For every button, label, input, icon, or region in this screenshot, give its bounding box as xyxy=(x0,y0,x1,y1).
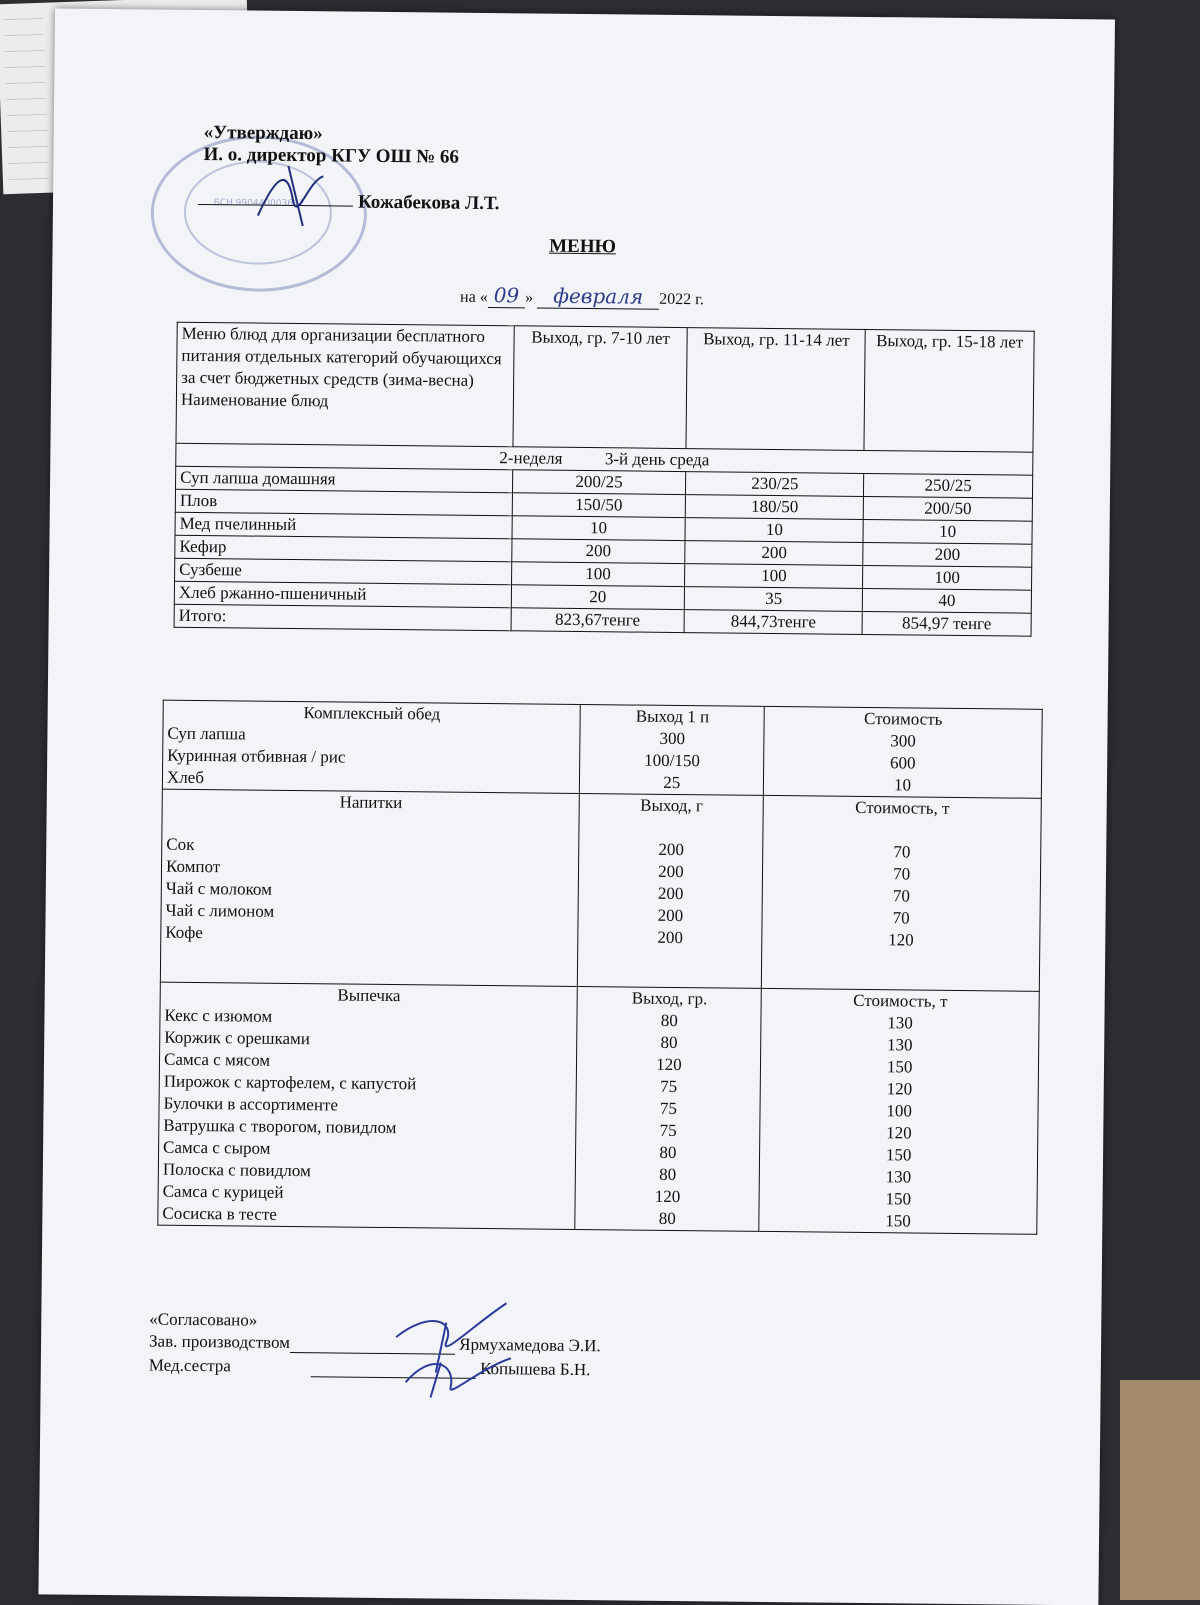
nurse-name: Копышева Б.Н. xyxy=(480,1358,591,1380)
buffet-table xyxy=(157,700,1042,1235)
drinks-title: Напитки xyxy=(339,792,403,813)
director-title: И. о. директор КГУ ОШ № 66 xyxy=(203,144,460,168)
bakery-section: Выпечка Кекс с изюмом Коржик с орешками Самса с мясом Пирожок с картофелем, с капустой Булочки в ассортименте Ватрушка с творогом, повидлом Самса с сыром Полоска с повидлом Самса с курицей Сосиска в тесте Выход, гр. 80 80 120 75 75 75 80 80 120 80 Стоимость, т 130 130 150 120 100 120 150 130 150 150 xyxy=(158,982,1039,1234)
table-header: Меню блюд для организации бесплатного питания отдельных категорий обучающихся за счет бюджетных средств (зима-весна) Наименование блюд xyxy=(176,322,514,447)
list-item: Компот xyxy=(165,856,221,877)
day-label: 2-неделя 3-й день среда xyxy=(176,443,1033,475)
list-item: Сок xyxy=(166,834,195,854)
list-item: Чай с молоком xyxy=(165,878,273,899)
table-row: Суп лапша домашняя 200/25 230/25 250/25 xyxy=(176,466,1033,498)
date-month: февраля xyxy=(537,284,659,310)
table-header: Выход, гр. 7-10 лет xyxy=(513,326,688,449)
list-item: Хлеб xyxy=(166,767,205,788)
table-row: Сузбеше 100 100 100 xyxy=(175,558,1032,590)
production-manager-name: Ярмухамедова Э.И. xyxy=(459,1334,601,1356)
footer-signatures xyxy=(385,1292,526,1403)
list-item: Булочки в ассортименте xyxy=(163,1093,339,1115)
director-signature xyxy=(248,160,339,231)
list-item: Самса с сыром xyxy=(163,1137,271,1158)
director-name: Кожабекова Л.Т. xyxy=(357,191,500,215)
menu-date: на « 09 » февраля 2022 г. xyxy=(459,283,705,309)
approve-label: «Утверждаю» xyxy=(203,122,323,145)
table-header: Выход, гр. 15-18 лет xyxy=(864,329,1034,452)
agreed-label: «Согласовано» xyxy=(149,1309,258,1330)
list-item: Коржик с орешками xyxy=(164,1027,311,1049)
list-item: Куринная отбивная / рис xyxy=(167,745,346,767)
drinks-section: Напитки Сок Компот Чай с молоком Чай с лимоном Кофе Выход, г 200 200 200 200 200 Стоимость, т 70 70 70 70 120 xyxy=(160,789,1041,991)
page-title: МЕНЮ xyxy=(549,235,617,258)
total-row: Итого: 823,67тенге 844,73тенге 854,97 тенге xyxy=(174,604,1031,636)
lunch-title: Комплексный обед xyxy=(303,703,441,724)
signoff-production: Зав. производством Ярмухамедова Э.И. xyxy=(148,1331,601,1356)
table-row: Хлеб ржанно-пшеничный 20 35 40 xyxy=(174,581,1031,613)
list-item: Самса с курицей xyxy=(162,1181,284,1202)
table-row: Мед пчелинный 10 10 10 xyxy=(175,512,1032,544)
table-row: Кефир 200 200 200 xyxy=(175,535,1032,567)
list-item: Сосиска в тесте xyxy=(162,1203,277,1224)
list-item: Суп лапша xyxy=(167,723,246,744)
official-seal: БСН 990440003682 xyxy=(150,134,368,292)
background-object xyxy=(1120,1380,1200,1600)
signoff-nurse: Мед.сестра Копышева Б.Н. xyxy=(148,1355,591,1380)
table-header: Выход, гр. 11-14 лет xyxy=(686,328,865,451)
lunch-section: Комплексный обед Суп лапша Куринная отбивная / рис Хлеб Выход 1 п 300 100/150 25 Стоимость 300 600 10 xyxy=(162,700,1042,798)
bakery-title: Выпечка xyxy=(337,985,401,1006)
list-item: Кофе xyxy=(165,922,204,943)
date-day: 09 xyxy=(488,283,526,308)
list-item: Кекс с изюмом xyxy=(164,1005,273,1026)
menu-document xyxy=(38,8,1115,1605)
list-item: Самса с мясом xyxy=(163,1049,271,1070)
list-item: Полоска с повидлом xyxy=(162,1159,311,1181)
list-item: Ватрушка с творогом, повидлом xyxy=(163,1115,397,1138)
free-meal-table xyxy=(174,322,1035,637)
list-item: Пирожок с картофелем, с капустой xyxy=(163,1071,417,1094)
list-item: Чай с лимоном xyxy=(165,900,275,921)
table-row: Плов 150/50 180/50 200/50 xyxy=(175,489,1032,521)
